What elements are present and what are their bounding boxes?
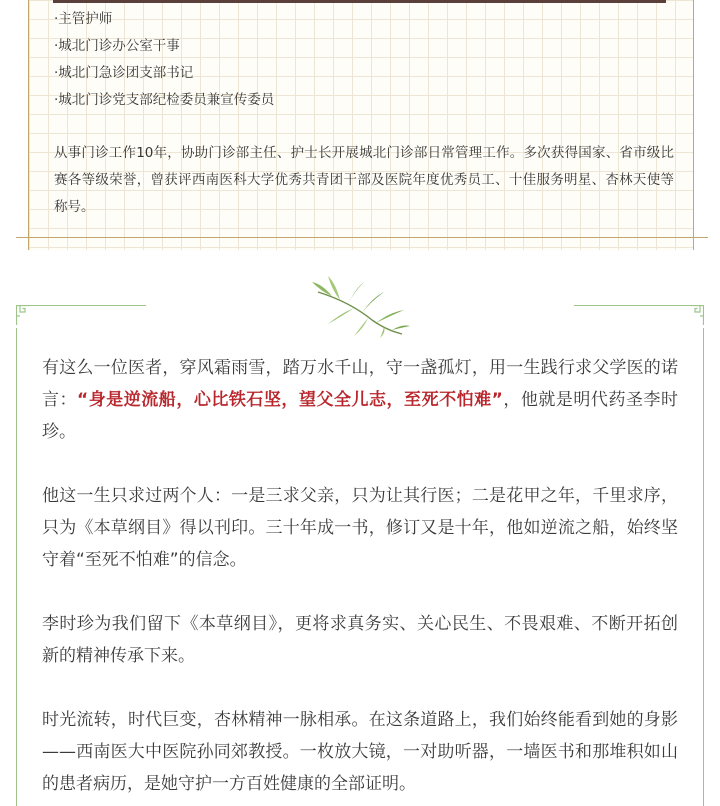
role-item: ·城北门诊办公室干事 [54, 38, 180, 54]
card-bottom-divider [16, 237, 708, 238]
role-list [54, 6, 274, 114]
article-paragraph-1 [42, 352, 678, 448]
frame-top-rule-left [16, 305, 146, 306]
role-item: ·城北门急诊团支部书记 [54, 65, 194, 81]
frame-top-rule-right [574, 305, 704, 306]
article-body [42, 352, 678, 806]
paragraph-text: ，他就是明代药圣李时珍。 [42, 390, 679, 442]
article-paragraph-3: 李时珍为我们留下《本草纲目》，更将求真务实、关心民生、不畏艰难、不断开拓创新的精神传承下来。 [42, 614, 678, 666]
photo-bottom-edge [53, 0, 666, 3]
role-item: ·城北门诊党支部纪检委员兼宣传委员 [54, 92, 275, 108]
profile-card [28, 0, 694, 250]
article-paragraph-2: 他这一生只求过两个人：一是三求父亲，只为让其行医；二是花甲之年，千里求序，只为《本草纲目》得以刊印。三十年成一书，修订又是十年，他如逆流之船，始终坚守着“至死不怕难”的信念。 [42, 486, 678, 570]
article-paragraph-4: 时光流转，时代巨变，杏林精神一脉相承。在这条道路上，我们始终能看到她的身影——西南医大中医院孙同郊教授。一枚放大镜，一对助听器，一墙医书和那堆积如山的患者病历，是她守护一方百姓健康的全部证明。 [42, 710, 678, 794]
highlighted-quote: “身是逆流船，心比铁石坚，望父全儿志，至死不怕难” [77, 390, 503, 410]
corner-ornament-icon [16, 305, 32, 325]
paragraph-text: 有这么一位医者，穿风霜雨雪，踏万水千山，守一盏孤灯，用一生践行求父学医的诺言： [42, 358, 678, 410]
corner-ornament-icon [688, 305, 704, 325]
role-item: ·主管护师 [54, 11, 113, 27]
profile-bio: 从事门诊工作10年，协助门诊部主任、护士长开展城北门诊部日常管理工作。多次获得国家、省市级比赛各等级荣誉，曾获评西南医科大学优秀共青团干部及医院年度优秀员工、十佳服务明星、杏林天使等称号。 [54, 145, 674, 215]
